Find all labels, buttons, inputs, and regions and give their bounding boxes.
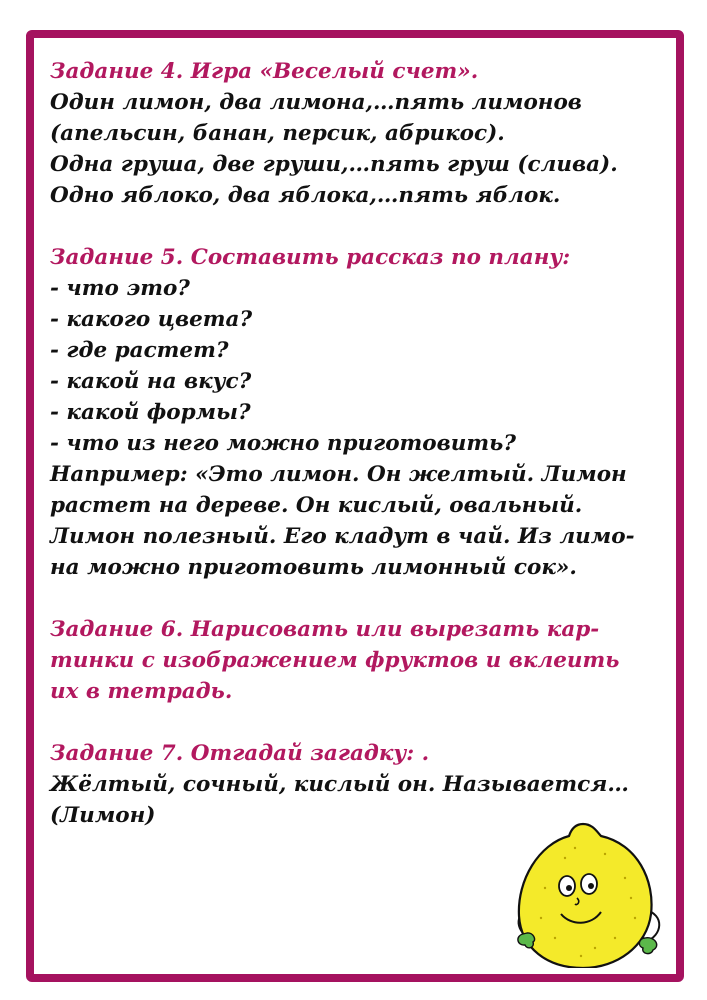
task-4-line: Одна груша, две груши,…пять груш (слива). bbox=[50, 152, 618, 177]
worksheet-text bbox=[50, 56, 670, 831]
task-4-line: (апельсин, банан, персик, абрикос). bbox=[50, 121, 505, 146]
task-5-question: - что это? bbox=[50, 276, 190, 301]
task-5-example: Например: «Это лимон. Он желтый. Лимон bbox=[50, 462, 627, 487]
task-5-question: - какой формы? bbox=[50, 400, 251, 425]
spacer bbox=[50, 583, 670, 614]
task-5-example: на можно приготовить лимонный сок». bbox=[50, 555, 577, 580]
spacer bbox=[50, 707, 670, 738]
task-5-example: растет на дереве. Он кислый, овальный. bbox=[50, 493, 583, 518]
task-7-heading: Задание 7. Отгадай загадку: . bbox=[50, 741, 430, 766]
task-5 bbox=[50, 242, 670, 583]
task-6-line: их в тетрадь. bbox=[50, 679, 233, 704]
lemon-character-icon bbox=[505, 818, 675, 968]
task-6-line: тинки с изображением фруктов и вклеить bbox=[50, 648, 620, 673]
task-7-riddle: Жёлтый, сочный, кислый он. Называется… bbox=[50, 772, 629, 797]
task-5-question: - какого цвета? bbox=[50, 307, 253, 332]
task-7-answer: (Лимон) bbox=[50, 803, 156, 828]
spacer bbox=[50, 211, 670, 242]
task-5-question: - что из него можно приготовить? bbox=[50, 431, 516, 456]
task-4-heading: Задание 4. Игра «Веселый счет». bbox=[50, 59, 479, 84]
task-5-example: Лимон полезный. Его кладут в чай. Из лимо- bbox=[50, 524, 635, 549]
task-5-question: - где растет? bbox=[50, 338, 229, 363]
task-4 bbox=[50, 56, 670, 211]
task-6-line: Задание 6. Нарисовать или вырезать кар- bbox=[50, 617, 600, 642]
task-5-heading: Задание 5. Составить рассказ по плану: bbox=[50, 245, 571, 270]
task-5-question: - какой на вкус? bbox=[50, 369, 252, 394]
task-6 bbox=[50, 614, 670, 707]
task-4-line: Одно яблоко, два яблока,…пять яблок. bbox=[50, 183, 561, 208]
task-4-line: Один лимон, два лимона,…пять лимонов bbox=[50, 90, 582, 115]
